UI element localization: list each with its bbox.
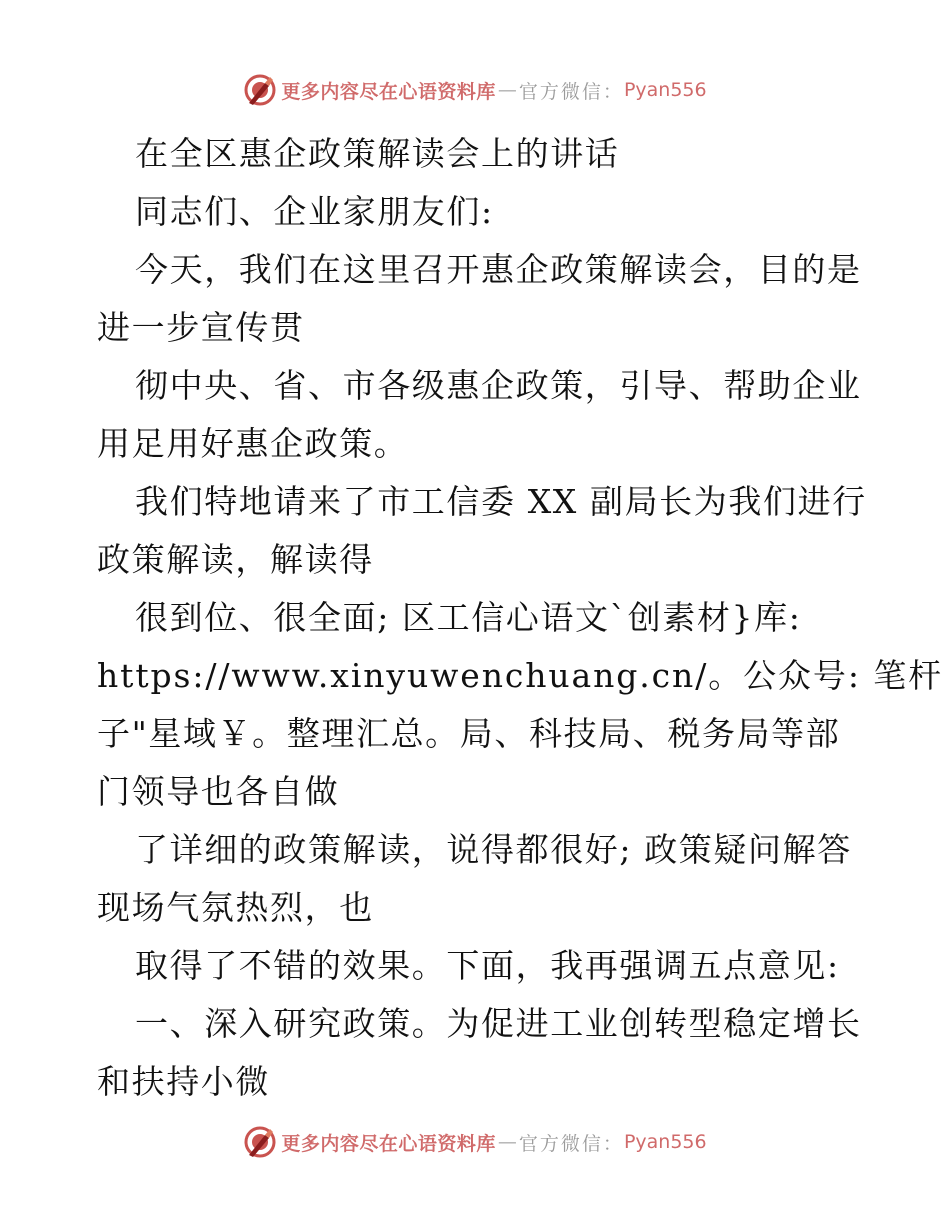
- banner-main-text: 更多内容尽在心语资料库: [281, 80, 496, 103]
- text-line: 取得了不错的效果。下面，我再强调五点意见:: [135, 946, 840, 985]
- banner-main-text: 更多内容尽在心语资料库: [281, 1132, 496, 1155]
- text-line: 子"星域￥。整理汇总。局、科技局、税务局等部: [97, 714, 841, 753]
- text-line: 很到位、很全面; 区工信心语文`创素材}库:: [135, 598, 802, 637]
- banner-wechat-id: Pyan556: [623, 1131, 707, 1153]
- banner-dash: —: [497, 1131, 517, 1153]
- section-heading-line: 一、深入研究政策。为促进工业创转型稳定增长: [135, 1004, 862, 1043]
- text-line: 和扶持小微: [97, 1062, 270, 1101]
- text-line-url: https://www.xinyuwenchuang.cn/。公众号: 笔杆: [97, 656, 944, 695]
- text-line: 进一步宣传贯: [97, 308, 305, 347]
- pen-logo-icon: [243, 73, 277, 107]
- text-line: 门领导也各自做: [97, 772, 340, 811]
- text-line: 用足用好惠企政策。: [97, 424, 409, 463]
- banner-wechat-id: Pyan556: [623, 79, 707, 101]
- text-line: 政策解读，解读得: [97, 540, 374, 579]
- banner-official-label: 官方微信：: [518, 1132, 624, 1155]
- header-watermark-banner: [0, 68, 950, 112]
- text-line: 现场气氛热烈，也: [97, 888, 374, 927]
- footer-watermark-banner: [0, 1120, 950, 1164]
- text-line: 彻中央、省、市各级惠企政策，引导、帮助企业: [135, 366, 862, 405]
- document-title: 在全区惠企政策解读会上的讲话: [135, 134, 620, 173]
- text-line: 我们特地请来了市工信委 XX 副局长为我们进行: [135, 482, 867, 521]
- banner-official-label: 官方微信：: [518, 80, 624, 103]
- pen-logo-icon: [243, 1125, 277, 1159]
- document-body: [97, 125, 944, 1111]
- salutation: 同志们、企业家朋友们:: [135, 192, 494, 231]
- text-line: 了详细的政策解读，说得都很好; 政策疑问解答: [135, 830, 852, 869]
- banner-dash: —: [497, 79, 517, 101]
- text-line: 今天，我们在这里召开惠企政策解读会，目的是: [135, 250, 862, 289]
